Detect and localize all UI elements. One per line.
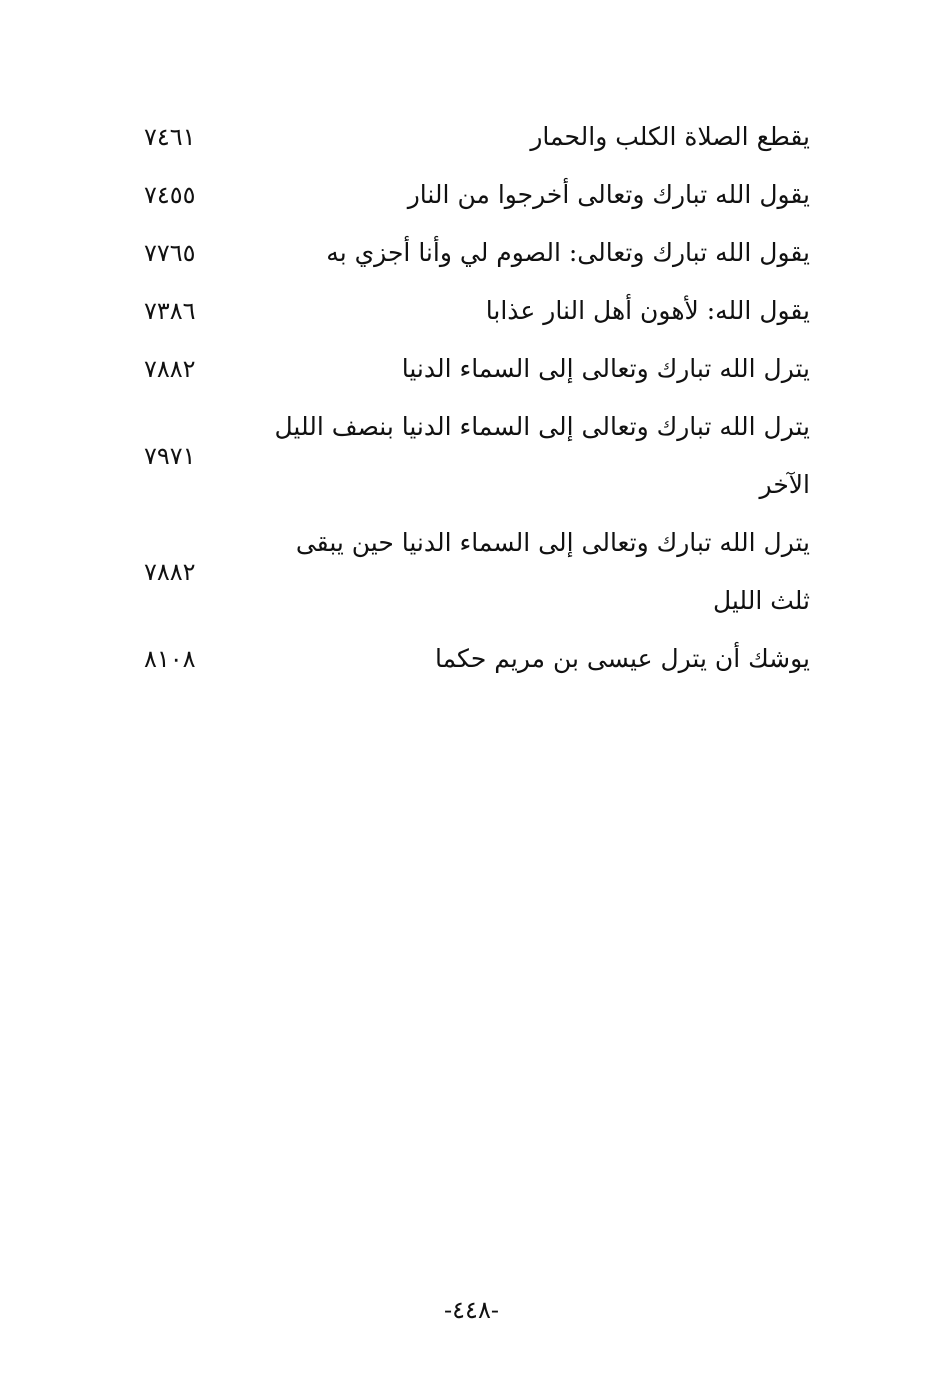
entry-number: ٨١٠٨	[144, 645, 196, 673]
entry-number: ٧٩٧١	[144, 442, 196, 470]
entry-text: يوشك أن يترل عيسى بن مريم حكما	[434, 644, 810, 673]
index-entry	[120, 166, 810, 224]
entry-number: ٧٤٥٥	[144, 181, 196, 209]
entry-text: يقطع الصلاة الكلب والحمار	[530, 122, 810, 151]
entry-number: ٧٣٨٦	[144, 297, 196, 325]
index-entry	[120, 398, 810, 514]
index-entry	[120, 514, 810, 630]
index-entry	[120, 630, 810, 688]
page-number: -٤٤٨-	[444, 1296, 499, 1324]
entry-number: ٧٨٨٢	[144, 558, 196, 586]
index-list	[120, 108, 810, 688]
entry-text: يقول الله تبارك وتعالى أخرجوا من النار	[407, 180, 810, 209]
entry-number: ٧٧٦٥	[144, 239, 196, 267]
entry-text: يقول الله: لأهون أهل النار عذابا	[485, 296, 810, 325]
index-entry	[120, 108, 810, 166]
entry-number: ٧٤٦١	[144, 123, 196, 151]
entry-text: يترل الله تبارك وتعالى إلى السماء الدنيا حين يبقى ثلث الليل	[295, 528, 810, 615]
entry-text: يترل الله تبارك وتعالى إلى السماء الدنيا بنصف الليل الآخر	[274, 412, 810, 499]
index-entry	[120, 340, 810, 398]
entry-number: ٧٨٨٢	[144, 355, 196, 383]
entry-text: يقول الله تبارك وتعالى: الصوم لي وأنا أجزي به	[326, 238, 810, 267]
entry-text: يترل الله تبارك وتعالى إلى السماء الدنيا	[401, 354, 810, 383]
index-entry	[120, 224, 810, 282]
index-entry	[120, 282, 810, 340]
